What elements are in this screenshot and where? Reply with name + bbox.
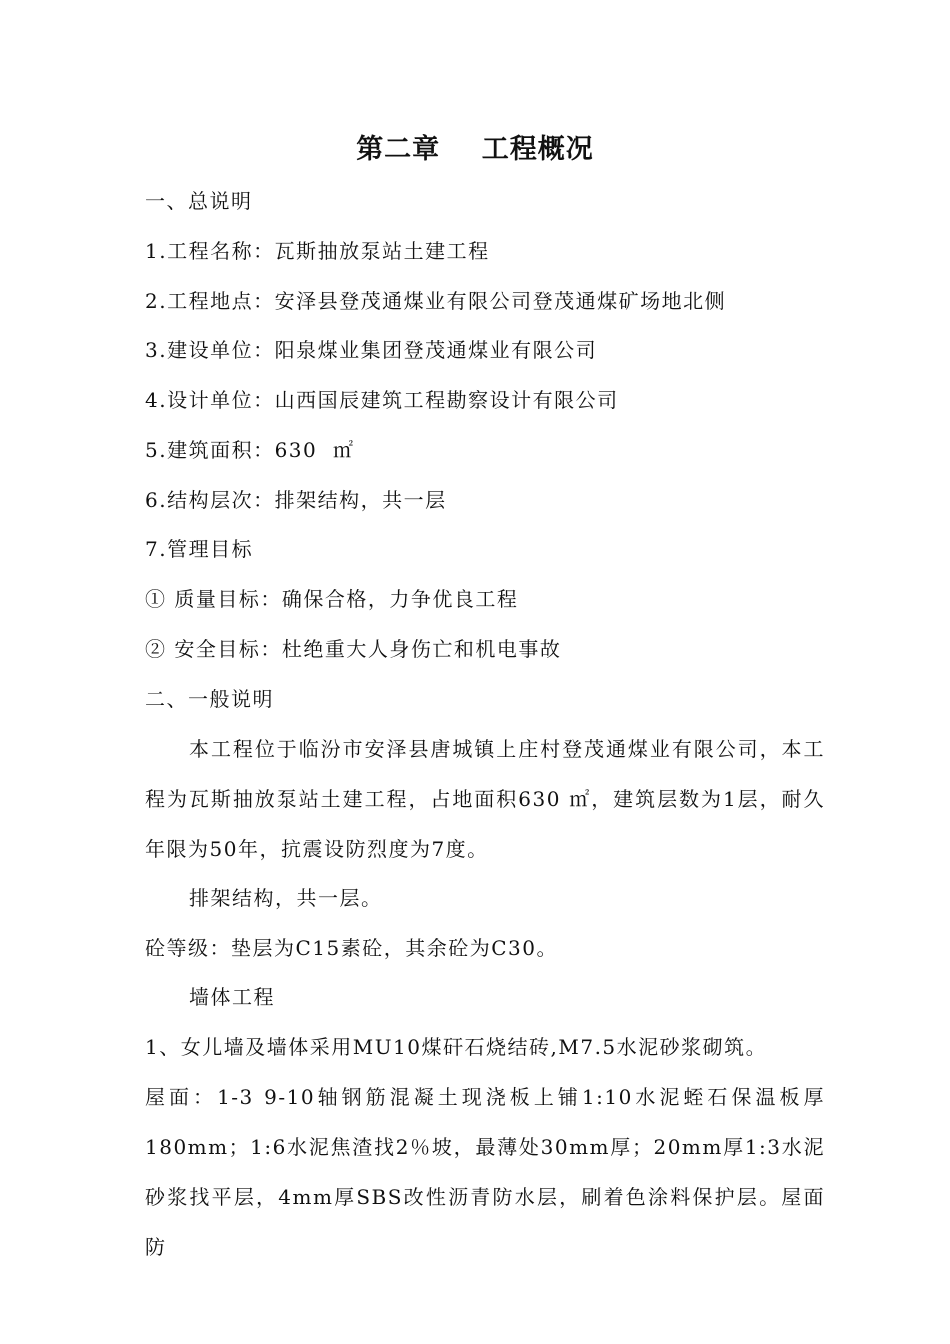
roof-paragraph: 屋面：1-3 9-10轴钢筋混凝土现浇板上铺1:10水泥蛭石保温板厚180mm；1:6水泥焦渣找2％坡，最薄处30mm厚；20mm厚1:3水泥砂浆找平层，4mm厚SBS改性沥青防水层，刷着色涂料保护层。屋面防: [145, 1085, 825, 1259]
structure-level-item: 6.结构层次：排架结构，共一层: [145, 488, 447, 512]
management-goals-item: 7.管理目标: [145, 537, 254, 561]
safety-goal-item: ② 安全目标：杜绝重大人身伤亡和机电事故: [145, 637, 562, 661]
chapter-title: 第二章 工程概况: [356, 134, 594, 165]
structure-paragraph: 排架结构，共一层。: [189, 886, 383, 910]
design-unit-item: 4.设计单位：山西国辰建筑工程勘察设计有限公司: [145, 388, 619, 412]
building-area-item: 5.建筑面积：630 ㎡: [145, 438, 355, 462]
section-heading-general: 一、总说明: [145, 189, 253, 213]
project-location-item: 2.工程地点：安泽县登茂通煤业有限公司登茂通煤矿场地北侧: [145, 289, 727, 313]
wall-item-paragraph: 1、女儿墙及墙体采用MU10煤矸石烧结砖,M7.5水泥砂浆砌筑。: [145, 1035, 768, 1059]
intro-paragraph: 本工程位于临汾市安泽县唐城镇上庄村登茂通煤业有限公司，本工程为瓦斯抽放泵站土建工程，占地面积630 ㎡，建筑层数为1层，耐久年限为50年，抗震设防烈度为7度。: [145, 737, 825, 861]
concrete-grade-paragraph: 砼等级：垫层为C15素砼，其余砼为C30。: [145, 936, 559, 960]
construction-unit-item: 3.建设单位：阳泉煤业集团登茂通煤业有限公司: [145, 338, 598, 362]
quality-goal-item: ① 质量目标：确保合格，力争优良工程: [145, 587, 519, 611]
wall-engineering-heading: 墙体工程: [189, 985, 275, 1009]
section-heading-general-notes: 二、一般说明: [145, 687, 274, 711]
project-name-item: 1.工程名称：瓦斯抽放泵站土建工程: [145, 239, 490, 263]
